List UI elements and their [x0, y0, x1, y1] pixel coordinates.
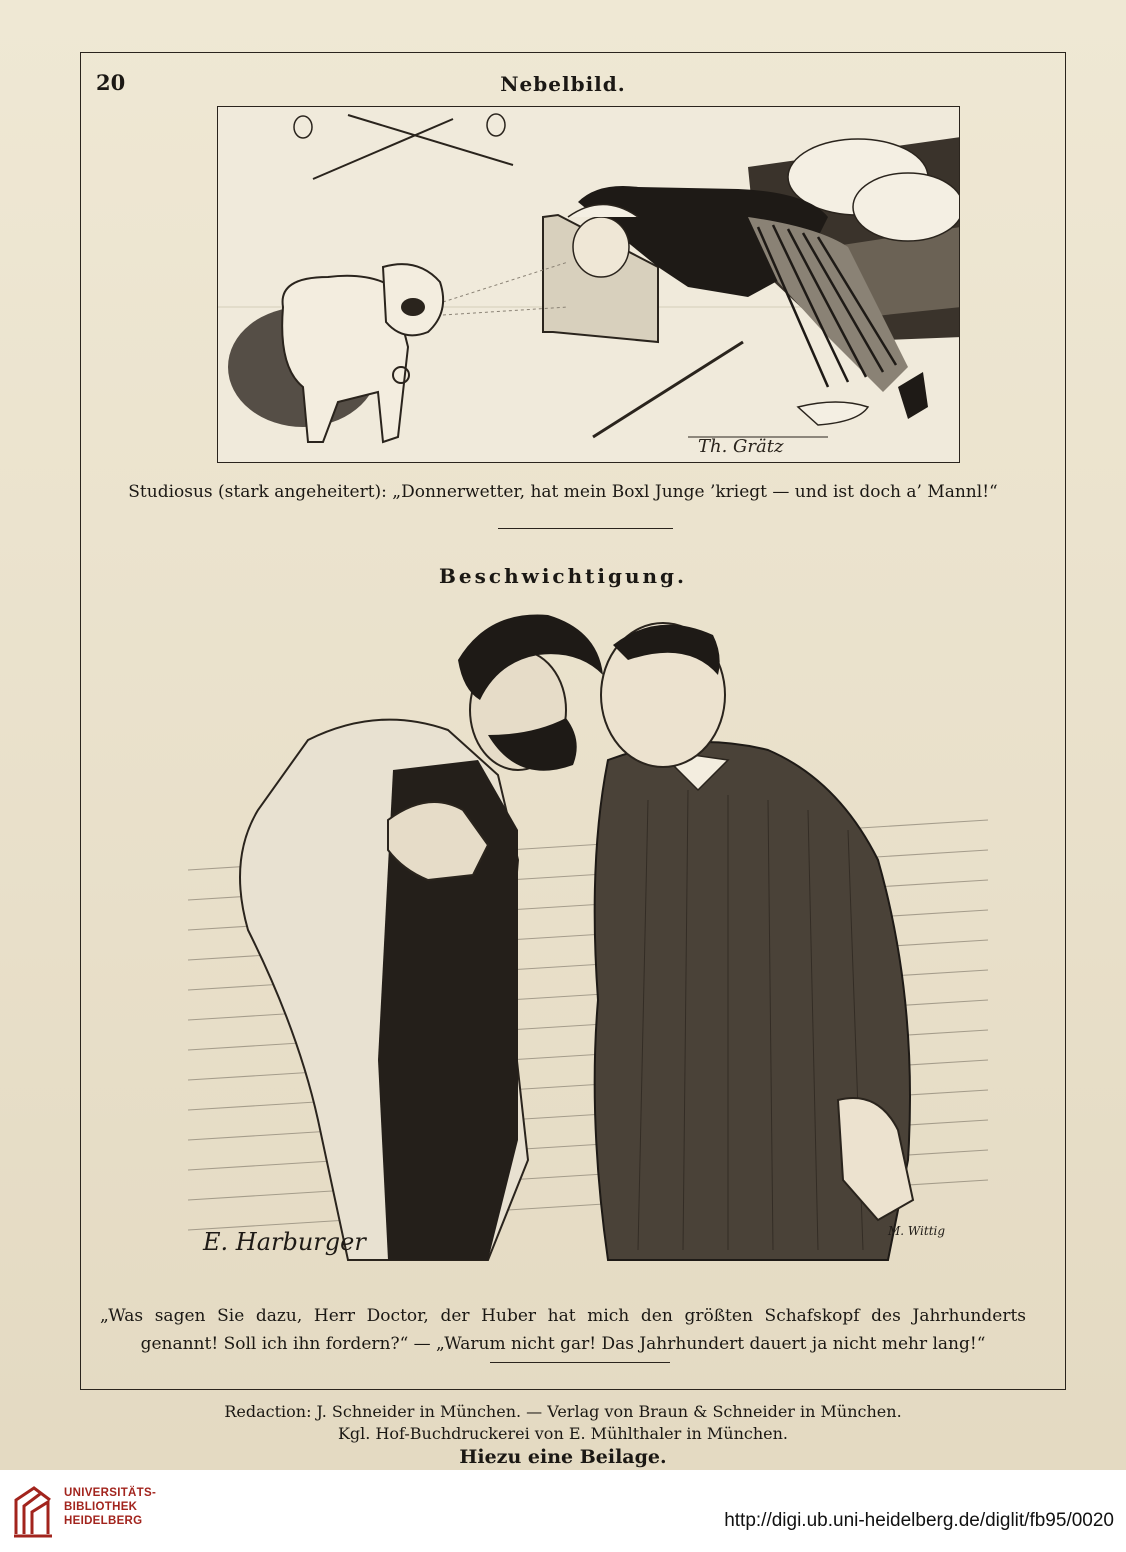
page-number: 20	[96, 70, 126, 95]
section-title-beschwichtigung: Beschwichtigung.	[439, 564, 687, 588]
caption-beschwichtigung	[100, 1302, 1026, 1358]
imprint-editorial: Redaction: J. Schneider in München. — Verlag von Braun & Schneider in München.	[224, 1402, 902, 1421]
library-name: UNIVERSITÄTS- BIBLIOTHEK HEIDELBERG	[64, 1487, 157, 1527]
section-title-nebelbild: Nebelbild.	[500, 72, 626, 96]
beschwichtigung-drawing	[188, 600, 988, 1290]
caption-line-2: genannt! Soll ich ihn fordern?“ — „Warum nicht gar! Das Jahrhundert dauert ja nicht mehr lang!“	[140, 1334, 986, 1354]
illustration-beschwichtigung	[188, 600, 988, 1290]
imprint-printer: Kgl. Hof-Buchdruckerei von E. Mühlthaler in München.	[337, 1424, 789, 1443]
library-logo-icon	[10, 1482, 56, 1540]
nebelbild-drawing	[218, 107, 960, 463]
caption-nebelbild: Studiosus (stark angeheitert): „Donnerwetter, hat mein Boxl Junge ’kriegt — und ist doch a’ Mannl!“	[128, 482, 998, 502]
permalink-url[interactable]: http://digi.ub.uni-heidelberg.de/diglit/fb95/0020	[724, 1510, 1114, 1531]
signature-harburger: E. Harburger	[203, 1228, 366, 1256]
closing-divider	[490, 1362, 670, 1363]
imprint-supplement: Hiezu eine Beilage.	[459, 1446, 667, 1468]
illustration-nebelbild	[217, 106, 960, 463]
caption-line-1: „Was sagen Sie dazu, Herr Doctor, der Huber hat mich den größten Schafskopf des Jahrhunderts	[100, 1306, 1026, 1326]
signature-nebelbild: Th. Grätz	[698, 436, 784, 457]
library-footer	[0, 1470, 1126, 1552]
section-divider	[498, 528, 673, 529]
signature-wittig: M. Wittig	[888, 1224, 946, 1238]
